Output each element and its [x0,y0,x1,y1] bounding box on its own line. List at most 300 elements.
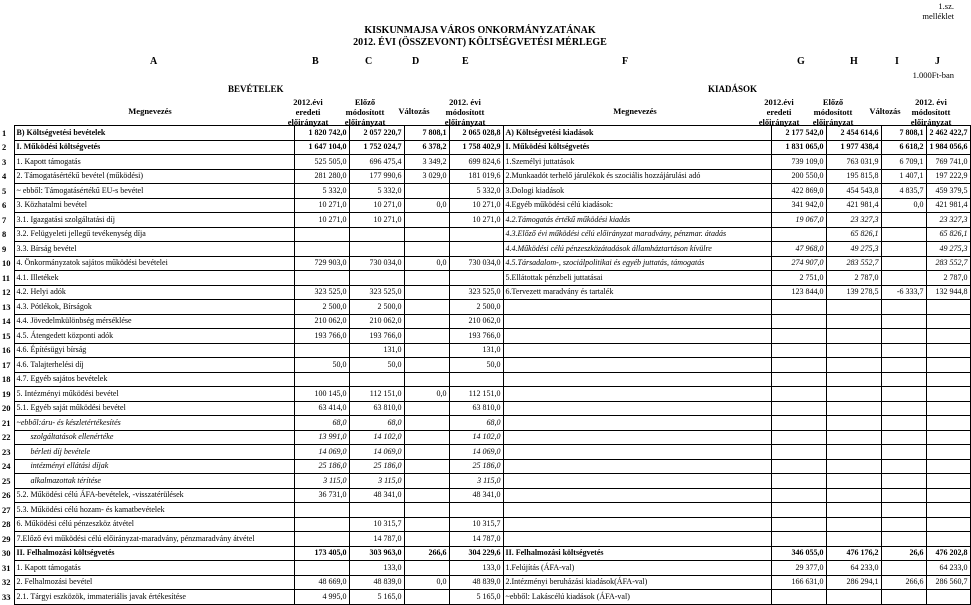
value-cell [404,213,449,228]
value-cell [881,445,926,460]
header-chg-left: Változás [398,106,430,116]
value-cell [881,358,926,373]
value-cell: 197 222,9 [926,169,970,184]
table-row [0,184,970,199]
expense-name: ~ebből: Lakáscélú kiadások (ÁFA-val) [503,590,771,605]
expense-name: 2.Intézményi beruházási kiadások(ÁFA-val) [503,575,771,590]
value-cell [404,474,449,489]
value-cell [881,372,926,387]
row-number: 8 [2,229,7,240]
value-cell: 266,6 [404,546,449,561]
value-cell [349,242,404,257]
value-cell [449,372,503,387]
value-cell [404,314,449,329]
value-cell: 25 186,0 [294,459,349,474]
report-title: KISKUNMAJSA VÁROS ONKORMÁNYZATÁNAK [364,25,596,36]
income-name: 3.2. Felügyeleti jellegű tevékenység díja [14,227,294,242]
value-cell: 4 835,7 [881,184,926,199]
value-cell: 1 752 024,7 [349,140,404,155]
expense-name [503,503,771,518]
value-cell [926,532,970,547]
row-number: 23 [2,446,11,457]
value-cell: 3 029,0 [404,169,449,184]
value-cell: 63 810,0 [449,401,503,416]
value-cell [404,227,449,242]
income-name: 5.3. Működési célú hozam- és kamatbevételek [14,503,294,518]
value-cell: 2 787,0 [926,271,970,286]
section-income: BEVÉTELEK [228,84,284,94]
table-row [0,372,970,387]
value-cell [881,488,926,503]
income-name: 5.1. Egyéb saját működési bevétel [14,401,294,416]
header-mod-right: 2012. évi módosított előirányzat [910,97,952,127]
row-number: 9 [2,243,7,254]
unit-label: 1.000Ft-ban [912,70,954,80]
value-cell: 5 332,0 [349,184,404,199]
col-letter-g: G [797,56,805,67]
col-letter-h: H [850,56,858,67]
expense-name [503,300,771,315]
value-cell [881,401,926,416]
expense-name [503,372,771,387]
income-name: B) Költségvetési bevételek [14,126,294,141]
value-cell: 1 984 056,6 [926,140,970,155]
value-cell [404,401,449,416]
value-cell [881,213,926,228]
value-cell [404,271,449,286]
value-cell: 100 145,0 [294,387,349,402]
value-cell [404,503,449,518]
value-cell [826,358,881,373]
value-cell [771,387,826,402]
value-cell: 459 379,5 [926,184,970,199]
value-cell: 193 766,0 [349,329,404,344]
value-cell: 123 844,0 [771,285,826,300]
row-number: 20 [2,403,11,414]
value-cell [926,590,970,605]
value-cell: 0,0 [404,575,449,590]
expense-name: 5.Ellátottak pénzbeli juttatásai [503,271,771,286]
expense-name: 4.4.Működési célú pénzeszközátadások államháztartáson kívülre [503,242,771,257]
value-cell: 14 787,0 [349,532,404,547]
value-cell [404,372,449,387]
row-number: 3 [2,156,7,167]
value-cell: 50,0 [449,358,503,373]
income-name: 2. Felhalmozási bevétel [14,575,294,590]
value-cell [926,401,970,416]
value-cell: 476 176,2 [826,546,881,561]
value-cell [404,329,449,344]
income-name: 7.Előző évi működési célú előirányzat-maradvány, pénzmaradvány átvétel [14,532,294,547]
expense-name [503,387,771,402]
expense-name: A) Költségvetési kiadások [503,126,771,141]
value-cell: 323 525,0 [294,285,349,300]
col-letter-j: J [935,56,940,67]
value-cell [926,387,970,402]
value-cell: 2 751,0 [771,271,826,286]
value-cell: 50,0 [294,358,349,373]
expense-name: 2.Munkaadót terhelő járulékok és szociális hozzájárulási adó [503,169,771,184]
value-cell: 421 981,4 [926,198,970,213]
value-cell [349,372,404,387]
header-prev-right: Előző módosított előirányzat [812,97,854,127]
value-cell: 64 233,0 [826,561,881,576]
value-cell: 133,0 [349,561,404,576]
value-cell: 14 069,0 [449,445,503,460]
value-cell [826,445,881,460]
table-row [0,445,970,460]
table-row [0,242,970,257]
value-cell: 63 810,0 [349,401,404,416]
value-cell: 2 177 542,0 [771,126,826,141]
row-number: 32 [2,577,11,588]
value-cell: 2 454 614,6 [826,126,881,141]
value-cell [294,242,349,257]
header-name-left: Megnevezés [128,106,172,116]
table-row [0,387,970,402]
value-cell: 281 280,0 [294,169,349,184]
value-cell [926,343,970,358]
row-number: 2 [2,142,7,153]
expense-name [503,401,771,416]
value-cell [826,532,881,547]
value-cell [881,271,926,286]
value-cell [771,372,826,387]
value-cell: 525 505,0 [294,155,349,170]
col-letter-f: F [622,56,629,67]
table-row [0,198,970,213]
row-number: 16 [2,345,11,356]
header-mod-left: 2012. évi módosított előirányzat [444,97,486,127]
table-row [0,126,970,141]
value-cell [771,329,826,344]
value-cell: 25 186,0 [349,459,404,474]
value-cell [294,532,349,547]
value-cell [771,517,826,532]
value-cell: 68,0 [449,416,503,431]
col-letter-c: C [365,56,373,67]
row-number: 12 [2,287,11,298]
budget-table [0,125,971,605]
value-cell: 283 552,7 [926,256,970,271]
value-cell: 303 963,0 [349,546,404,561]
value-cell: 5 165,0 [449,590,503,605]
expense-name [503,358,771,373]
value-cell [294,517,349,532]
value-cell [404,285,449,300]
value-cell: 10 271,0 [349,198,404,213]
value-cell: -6 333,7 [881,285,926,300]
value-cell: 131,0 [349,343,404,358]
value-cell: 346 055,0 [771,546,826,561]
value-cell [771,445,826,460]
table-row [0,285,970,300]
table-row [0,271,970,286]
value-cell [826,401,881,416]
value-cell [449,227,503,242]
value-cell [771,474,826,489]
value-cell: 177 990,6 [349,169,404,184]
income-name: 3. Közhatalmi bevétel [14,198,294,213]
value-cell [404,184,449,199]
value-cell [771,488,826,503]
value-cell: 139 278,5 [826,285,881,300]
value-cell [881,416,926,431]
value-cell: 323 525,0 [349,285,404,300]
header-prev-left: Előző módosított előirányzat [344,97,386,127]
value-cell: 48 839,0 [349,575,404,590]
value-cell [771,459,826,474]
value-cell: 14 102,0 [449,430,503,445]
value-cell [771,590,826,605]
value-cell: 421 981,4 [826,198,881,213]
table-row [0,416,970,431]
value-cell [294,561,349,576]
value-cell: 10 271,0 [449,198,503,213]
value-cell [771,314,826,329]
value-cell: 5 332,0 [294,184,349,199]
income-name: 6. Működési célú pénzeszköz átvétel [14,517,294,532]
value-cell: 0,0 [404,387,449,402]
col-letter-a: A [150,56,158,67]
value-cell: 274 907,0 [771,256,826,271]
value-cell: 286 294,1 [826,575,881,590]
value-cell [449,503,503,518]
income-name: ~ ebből: Támogatásértékű EU-s bevétel [14,184,294,199]
value-cell: 4 995,0 [294,590,349,605]
value-cell [881,329,926,344]
header-name-right: Megnevezés [613,106,657,116]
value-cell [826,416,881,431]
value-cell: 14 102,0 [349,430,404,445]
value-cell: 10 271,0 [294,198,349,213]
row-number: 14 [2,316,11,327]
value-cell: 29 377,0 [771,561,826,576]
expense-name [503,532,771,547]
value-cell [881,459,926,474]
value-cell [404,300,449,315]
value-cell: 2 500,0 [294,300,349,315]
table-row [0,358,970,373]
value-cell: 1 407,1 [881,169,926,184]
income-name: I. Működési költségvetés [14,140,294,155]
value-cell [826,300,881,315]
value-cell: 0,0 [881,198,926,213]
table-row [0,517,970,532]
value-cell: 112 151,0 [349,387,404,402]
value-cell: 133,0 [449,561,503,576]
expense-name [503,459,771,474]
income-name: 1. Kapott támogatás [14,155,294,170]
table-row [0,561,970,576]
expense-name: 3.Dologi kiadások [503,184,771,199]
value-cell [926,372,970,387]
value-cell: 48 341,0 [349,488,404,503]
value-cell [826,314,881,329]
value-cell [404,242,449,257]
value-cell: 2 462 422,7 [926,126,970,141]
value-cell: 48 341,0 [449,488,503,503]
value-cell: 2 065 028,8 [449,126,503,141]
value-cell [771,227,826,242]
value-cell: 699 824,6 [449,155,503,170]
value-cell [926,314,970,329]
value-cell [404,590,449,605]
value-cell: 65 826,1 [926,227,970,242]
value-cell [881,314,926,329]
row-number: 13 [2,301,11,312]
row-number: 18 [2,374,11,385]
value-cell [826,517,881,532]
value-cell [881,517,926,532]
income-name: 4.5. Átengedett központi adók [14,329,294,344]
table-row [0,227,970,242]
col-letter-i: I [895,56,899,67]
value-cell: 6 378,2 [404,140,449,155]
value-cell [926,474,970,489]
value-cell [771,532,826,547]
value-cell: 10 271,0 [449,213,503,228]
value-cell [826,343,881,358]
expense-name: 1.Felújítás (ÁFA-val) [503,561,771,576]
value-cell: 3 115,0 [294,474,349,489]
value-cell [404,343,449,358]
value-cell [294,271,349,286]
value-cell: 266,6 [881,575,926,590]
income-name: 4.7. Egyéb sajátos bevételek [14,372,294,387]
value-cell: 173 405,0 [294,546,349,561]
value-cell: 323 525,0 [449,285,503,300]
table-row [0,329,970,344]
expense-name: II. Felhalmozási költségvetés [503,546,771,561]
income-name: 4.1. Illetékek [14,271,294,286]
value-cell: 19 067,0 [771,213,826,228]
table-row [0,503,970,518]
table-row [0,314,970,329]
value-cell [404,517,449,532]
income-name: szolgáltatások ellenértéke [14,430,294,445]
value-cell: 49 275,3 [826,242,881,257]
income-name: 3.1. Igazgatási szolgáltatási díj [14,213,294,228]
table-row [0,140,970,155]
value-cell: 730 034,0 [349,256,404,271]
value-cell: 14 069,0 [349,445,404,460]
value-cell: 3 115,0 [349,474,404,489]
table-row [0,459,970,474]
value-cell [404,561,449,576]
row-number: 21 [2,417,11,428]
income-name: 3.3. Bírság bevétel [14,242,294,257]
value-cell: 193 766,0 [449,329,503,344]
table-row [0,546,970,561]
income-name: 2.1. Tárgyi eszközök, immateriális javak értékesítése [14,590,294,605]
col-letter-e: E [462,56,469,67]
value-cell [404,532,449,547]
value-cell [826,459,881,474]
header-chg-right: Változás [869,106,901,116]
income-name: alkalmazottak térítése [14,474,294,489]
value-cell: 193 766,0 [294,329,349,344]
income-name: bérleti díj bevétele [14,445,294,460]
income-name: ~ebből:áru- és készletértékesítés [14,416,294,431]
value-cell: 10 271,0 [294,213,349,228]
value-cell: 63 414,0 [294,401,349,416]
expense-name [503,445,771,460]
value-cell [771,343,826,358]
row-number: 25 [2,475,11,486]
expense-name [503,474,771,489]
column-letters [0,56,960,68]
expense-name [503,517,771,532]
expense-name: I. Működési költségvetés [503,140,771,155]
value-cell: 48 669,0 [294,575,349,590]
value-cell: 26,6 [881,546,926,561]
row-number: 26 [2,490,11,501]
value-cell: 7 808,1 [881,126,926,141]
table-row [0,401,970,416]
value-cell [881,227,926,242]
value-cell: 49 275,3 [926,242,970,257]
value-cell: 1 977 438,4 [826,140,881,155]
value-cell [826,474,881,489]
value-cell: 2 057 220,7 [349,126,404,141]
value-cell: 0,0 [404,198,449,213]
income-name: 4.6. Építésügyi bírság [14,343,294,358]
value-cell: 696 475,4 [349,155,404,170]
value-cell [926,430,970,445]
value-cell: 476 202,8 [926,546,970,561]
value-cell: 210 062,0 [349,314,404,329]
col-letter-b: B [312,56,319,67]
value-cell [881,532,926,547]
value-cell: 14 787,0 [449,532,503,547]
table-row [0,300,970,315]
value-cell: 739 109,0 [771,155,826,170]
row-number: 24 [2,461,11,472]
value-cell: 13 991,0 [294,430,349,445]
income-name: 5.2. Működési célú ÁFA-bevételek, -visszatérülések [14,488,294,503]
value-cell [404,459,449,474]
value-cell [926,329,970,344]
value-cell [771,358,826,373]
table-row [0,430,970,445]
value-cell: 0,0 [404,256,449,271]
value-cell: 3 115,0 [449,474,503,489]
value-cell: 36 731,0 [294,488,349,503]
income-name: 4.4. Jövedelmkülönbség mérséklése [14,314,294,329]
value-cell [349,271,404,286]
value-cell [826,430,881,445]
value-cell: 132 944,8 [926,285,970,300]
value-cell: 131,0 [449,343,503,358]
value-cell: 769 741,0 [926,155,970,170]
value-cell [771,503,826,518]
value-cell [926,503,970,518]
value-cell: 1 831 065,0 [771,140,826,155]
value-cell: 6 709,1 [881,155,926,170]
value-cell [926,358,970,373]
value-cell [926,300,970,315]
value-cell: 10 271,0 [349,213,404,228]
table-row [0,474,970,489]
expense-name: 1.Személyi juttatások [503,155,771,170]
value-cell: 304 229,6 [449,546,503,561]
row-number: 6 [2,200,7,211]
value-cell [349,503,404,518]
value-cell: 68,0 [349,416,404,431]
value-cell [881,242,926,257]
table-row [0,213,970,228]
